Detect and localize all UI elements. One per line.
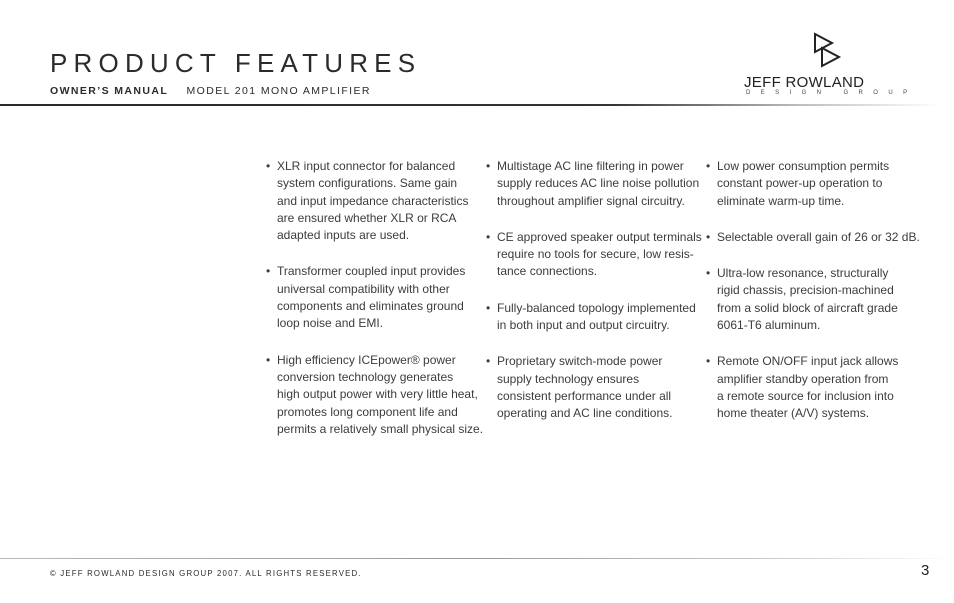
- features-column-1: [266, 158, 484, 457]
- feature-text: Proprietary switch-mode power supply technology ensures consistent performance under all operating and AC line conditions.: [497, 354, 673, 421]
- bullet-icon: •: [266, 352, 271, 367]
- feature-text: Remote ON/OFF input jack allows amplifier standby operation from a remote source for inclusion into home theater (A/V) systems.: [717, 354, 899, 421]
- page-number: 3: [921, 562, 930, 579]
- feature-item: [266, 263, 478, 332]
- features-column-2: [486, 158, 702, 442]
- feature-item: [486, 229, 702, 281]
- jeff-rowland-logo: [740, 32, 918, 100]
- feature-text: Ultra-low resonance, structurally rigid chassis, precision-machined from a solid block of aircraft grade 6061-T6 aluminum.: [717, 266, 898, 333]
- feature-item: [486, 353, 698, 422]
- feature-text: Selectable overall gain of 26 or 32 dB.: [717, 229, 920, 244]
- feature-item: [706, 265, 916, 334]
- feature-text: XLR input connector for balanced system configurations. Same gain and input impedance characteristics are ensured whether XLR or RCA adapted inputs are used.: [277, 159, 469, 243]
- manual-label: OWNER’S MANUAL: [50, 85, 169, 97]
- feature-text: High efficiency ICEpower® power conversion technology generates high output power with very little heat, promotes long component life and permits a relatively small physical size.: [277, 352, 484, 436]
- bullet-icon: •: [706, 266, 711, 281]
- features-column-3: [706, 158, 920, 442]
- model-label: MODEL 201 MONO AMPLIFIER: [186, 85, 371, 97]
- feature-item: [266, 158, 478, 244]
- feature-item: [266, 352, 484, 438]
- header-divider: [0, 104, 940, 106]
- feature-item: [706, 229, 920, 246]
- document-subtitle: [50, 85, 371, 97]
- feature-item: [706, 158, 916, 210]
- bullet-icon: •: [266, 159, 271, 173]
- logo-name: JEFF ROWLAND: [744, 74, 865, 91]
- feature-item: [706, 353, 916, 422]
- feature-text: Multistage AC line filtering in power supply reduces AC line noise pollution throughout amplifier signal circuitry.: [497, 159, 700, 208]
- bullet-icon: •: [706, 354, 711, 369]
- logo-subtitle: DESIGN GROUP: [746, 90, 918, 96]
- bullet-icon: •: [706, 159, 711, 173]
- logo-mark-icon: [810, 32, 844, 68]
- page-title: PRODUCT FEATURES: [50, 48, 422, 78]
- feature-text: Transformer coupled input provides universal compatibility with other components and eliminates ground loop noise and EMI.: [277, 264, 466, 331]
- bullet-icon: •: [706, 229, 711, 244]
- bullet-icon: •: [486, 159, 491, 173]
- feature-text: Low power consumption permits constant power-up operation to eliminate warm-up time.: [717, 159, 890, 208]
- feature-item: [486, 300, 698, 335]
- bullet-icon: •: [266, 264, 271, 279]
- feature-text: Fully-balanced topology implemented in both input and output circuitry.: [497, 300, 696, 333]
- feature-text: CE approved speaker output terminals require no tools for secure, low resis- tance connections.: [497, 229, 702, 279]
- bullet-icon: •: [486, 229, 491, 244]
- bullet-icon: •: [486, 354, 491, 369]
- footer-divider: [0, 558, 954, 559]
- bullet-icon: •: [486, 300, 491, 315]
- copyright-notice: © JEFF ROWLAND DESIGN GROUP 2007. ALL RIGHTS RESERVED.: [50, 569, 362, 578]
- feature-item: [486, 158, 698, 210]
